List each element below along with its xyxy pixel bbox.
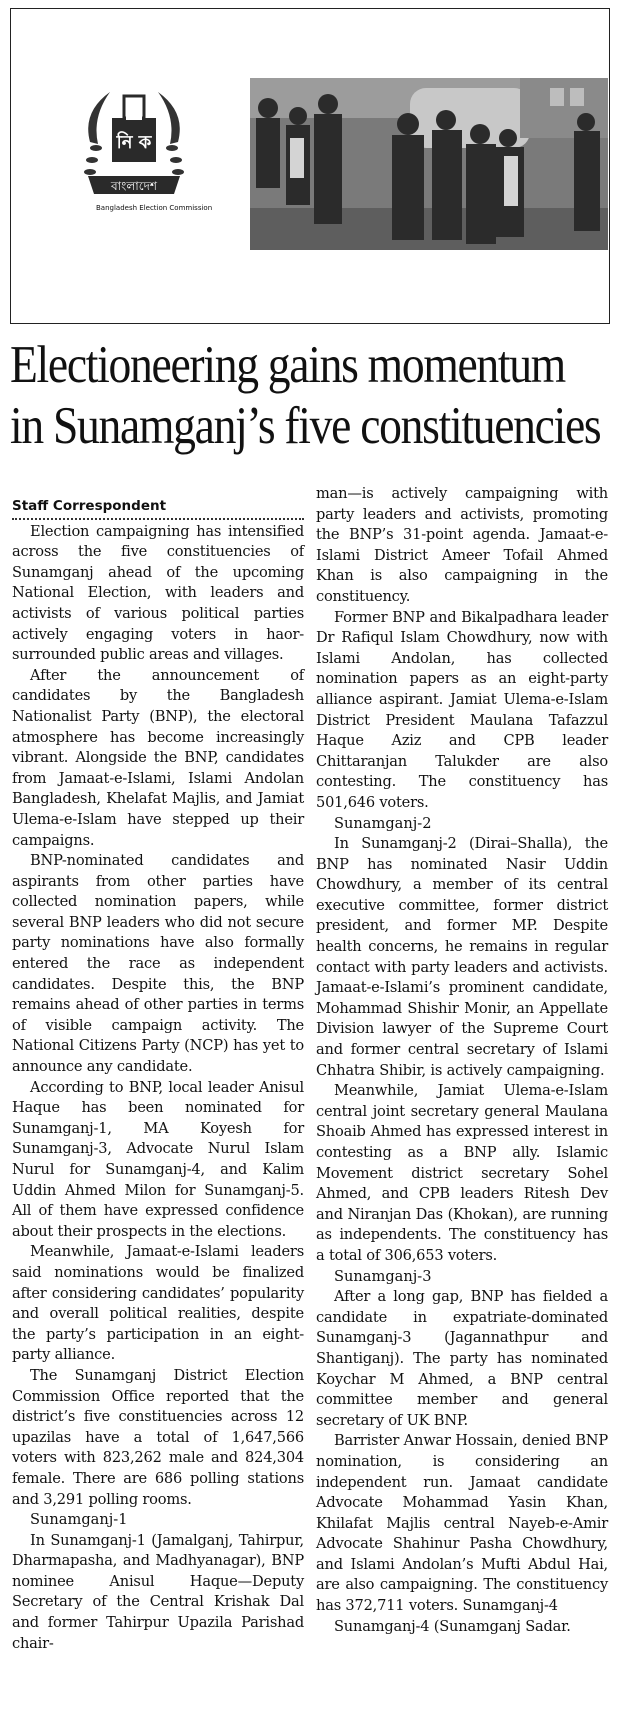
article-column-left xyxy=(12,496,304,1654)
headline-line-2: in Sunamganj’s five constituencies xyxy=(10,397,601,455)
paragraph: The Sunamganj District Election Commission Office reported that the district’s five constituencies across 12 upazilas have a total of 1,647,566 voters with 823,262 male and 824,304 female. There are 686 polling stations and 3,291 polling rooms. xyxy=(12,1366,304,1508)
paragraph: After a long gap, BNP has fielded a candidate in expatriate-dominated Sunamganj-3 (Jagannathpur and Shantiganj). The party has nominated Koychar M Ahmed, a BNP central committee member and general secretary of UK BNP. xyxy=(316,1288,608,1429)
campaign-photo xyxy=(250,78,608,250)
logo-emblem-text: নি ক xyxy=(116,132,152,153)
paragraph: After the announcement of candidates by the Bangladesh Nationalist Party (BNP), the electoral atmosphere has become increasingly vibrant. Alongside the BNP, candidates from Jamaat-e-Islami, Islami Andolan Bangladesh, Khelafat Majlis, and Jamiat Ulema-e-Islam have stepped up their campaigns. xyxy=(12,666,304,849)
byline: Staff Correspondent xyxy=(12,496,304,520)
paragraph: In Sunamganj-2 (Dirai–Shalla), the BNP has nominated Nasir Uddin Chowdhury, a member of its central executive committee, former district president, and former MP. Despite health concerns, he remains in regular contact with party leaders and activists. Jamaat-e-Islami’s prominent candidate, Mohammad Shishir Monir, an Appellate Division lawyer of the Supreme Court and former central secretary of Islami Chhatra Shibir, is actively campaigning. xyxy=(316,835,608,1079)
logo-caption: Bangladesh Election Commission xyxy=(96,204,213,212)
paragraph: Sunamganj-4 (Sunamganj Sadar. xyxy=(334,1617,571,1635)
article-column-right xyxy=(316,484,608,1637)
paragraph: Barrister Anwar Hossain, denied BNP nomination, is considering an independent run. Jamaat candidate Advocate Mohammad Yasin Khan, Khilafat Majlis central Nayeb-e-Amir Advocate Shahinur Pasha Chowdhury, and Islami Andolan’s Mufti Abdul Hai, are also campaigning. The constituency has 372,711 voters. Sunamganj-4 xyxy=(316,1432,608,1615)
subheading-sunamganj-2: Sunamganj-2 xyxy=(334,814,432,832)
paragraph: Former BNP and Bikalpadhara leader Dr Rafiqul Islam Chowdhury, now with Islami Andolan, has collected nomination papers as an eight-party alliance aspirant. Jamiat Ulema-e-Islam District President Maulana Tafazzul Haque Aziz and CPB leader Chittaranjan Talukder are also contesting. The constituency has 501,646 voters. xyxy=(316,608,608,811)
headline xyxy=(10,335,601,457)
election-commission-logo xyxy=(70,82,213,222)
subheading-sunamganj-1: Sunamganj-1 xyxy=(30,1511,128,1529)
logo-banner-text: বাংলাদেশ xyxy=(111,179,157,193)
paragraph: Meanwhile, Jamaat-e-Islami leaders said nominations would be finalized after considering candidates’ popularity and overall political realities, despite the party’s participation in an eight-party alliance. xyxy=(12,1243,304,1364)
headline-line-1: Electioneering gains momentum xyxy=(10,336,565,394)
paragraph: BNP-nominated candidates and aspirants from other parties have collected nomination papers, while several BNP leaders who did not secure party nominations have also formally entered the race as independent candidates. Despite this, the BNP remains ahead of other parties in terms of visible campaign activity. The National Citizens Party (NCP) has yet to announce any candidate. xyxy=(12,852,304,1076)
paragraph: In Sunamganj-1 (Jamalganj, Tahirpur, Dharmapasha, and Madhyanagar), BNP nominee Anisul Haque—Deputy Secretary of the Central Krishak Dal and former Tahirpur Upazila Parishad chair- xyxy=(12,1531,304,1652)
paragraph-continued: man—is actively campaigning with party leaders and activists, promoting the BNP’s 31-point agenda. Jamaat-e-Islami District Ameer Tofail Ahmed Khan is also campaigning in the constituency. xyxy=(316,485,608,605)
subheading-sunamganj-3: Sunamganj-3 xyxy=(334,1267,432,1285)
paragraph: Election campaigning has intensified across the five constituencies of Sunamganj ahead of the upcoming National Election, with leaders and activists of various political parties actively engaging voters in haor-surrounded public areas and villages. xyxy=(12,522,304,664)
paragraph: According to BNP, local leader Anisul Haque has been nominated for Sunamganj-1, MA Koyesh for Sunamganj-3, Advocate Nurul Islam Nurul for Sunamganj-4, and Kalim Uddin Ahmed Milon for Sunamganj-5. All of them have expressed confidence about their prospects in the elections. xyxy=(12,1078,304,1240)
paragraph: Meanwhile, Jamiat Ulema-e-Islam central joint secretary general Maulana Shoaib Ahmed has expressed interest in contesting as a BNP ally. Islamic Movement district secretary Sohel Ahmed, and CPB leaders Ritesh Dev and Niranjan Das (Khokan), are running as independents. The constituency has a total of 306,653 voters. xyxy=(316,1082,608,1264)
